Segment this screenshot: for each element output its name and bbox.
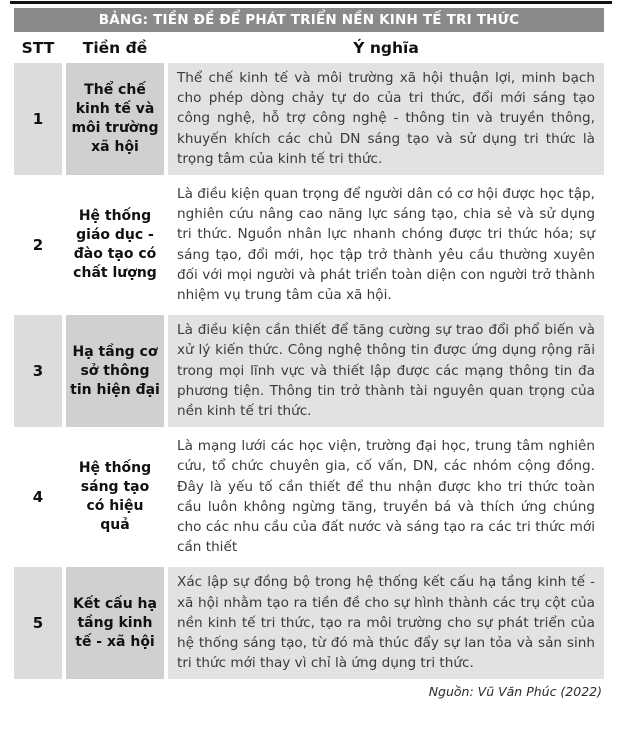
column-header-tien-de: Tiền đề [82,39,148,57]
row-5-y-nghia: Xác lập sự đồng bộ trong hệ thống kết cấu hạ tầng kinh tế - xã hội nhằm tạo ra tiền đề cho sự hình thành các trụ cột của nền kinh tế tri thức, tạo ra môi trường cho sự phát triển của hệ thống sáng tạo, từ đó mà thúc đẩy sự lan tỏa và sản sinh tri thức mới thay vì chỉ là ứng dụng tri thức. [168,567,604,679]
column-header-y-nghia: Ý nghĩa [353,39,419,57]
table-body [14,63,604,679]
column-header-stt: STT [21,39,55,57]
row-3-y-nghia: Là điều kiện cần thiết để tăng cường sự trao đổi phổ biến và xử lý kiến thức. Công nghệ thông tin được ứng dụng rộng rãi trong mọi lĩnh vực và thiết lập được các mạng thông tin đa phương tiện. Thông tin trở thành tài nguyên quan trọng của nền kinh tế tri thức. [168,315,604,427]
source-citation: Nguồn: Vũ Văn Phúc (2022) [428,684,602,700]
row-2-stt: 2 [32,236,44,255]
table-title: BẢNG: TIỀN ĐỀ ĐỂ PHÁT TRIỂN NỀN KINH TẾ TRI THỨC [98,12,520,28]
row-2-tien-de: Hệ thống giáo dục - đào tạo có chất lượng [73,208,157,282]
row-5-stt: 5 [14,567,62,679]
table-title-bar [14,8,604,32]
row-3-tien-de: Hạ tầng cơ sở thông tin hiện đại [66,315,164,427]
row-3-stt: 3 [14,315,62,427]
row-5-tien-de: Kết cấu hạ tầng kinh tế - xã hội [66,567,164,679]
row-1-stt: 1 [14,63,62,175]
row-1-tien-de: Thể chế kinh tế và môi trường xã hội [66,63,164,175]
top-border-rule [10,1,612,4]
row-1-y-nghia: Thể chế kinh tế và môi trường xã hội thuận lợi, minh bạch cho phép dòng chảy tự do của tri thức, đổi mới sáng tạo công nghệ, hỗ trợ công nghệ - thông tin và truyền thông, khuyến khích các chủ DN sáng tạo và sử dụng tri thức là trọng tâm của kinh tế tri thức. [168,63,604,175]
row-4-tien-de: Hệ thống sáng tạo có hiệu quả [78,460,152,534]
row-4-y-nghia: Là mạng lưới các học viện, trường đại học, trung tâm nghiên cứu, tổ chức chuyên gia, cố vấn, DN, các nhóm cộng đồng. Đây là yếu tố cần thiết để thu nhận được kho tri thức toàn cầu luôn không ngừng tăng, truyền bá và thích ứng chúng cho các nhu cầu của đất nước và sáng tạo ra các tri thức mới cần thiết [177,438,595,556]
table-header-row [14,32,604,63]
row-2-y-nghia: Là điều kiện quan trọng để người dân có cơ hội được học tập, nghiên cứu nâng cao năng lực sáng tạo, chia sẻ và sử dụng tri thức. Nguồn nhân lực nhanh chóng được tri thức hóa; sự sáng tạo, đổi mới, học tập trở thành yêu cầu thường xuyên đối với mọi người và phát triển toàn diện con người trở thành nhiệm vụ trung tâm của xã hội. [177,186,595,304]
row-4-stt: 4 [32,488,44,507]
